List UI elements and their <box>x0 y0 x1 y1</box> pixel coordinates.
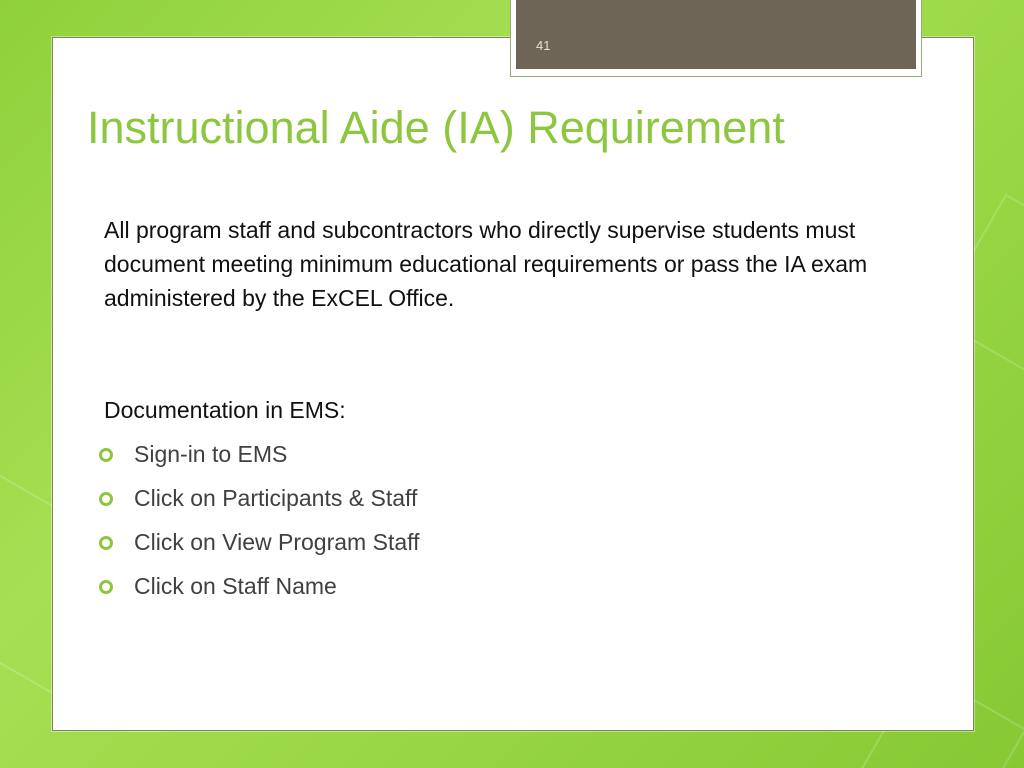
circle-bullet-icon <box>99 448 113 462</box>
requirement-paragraph: All program staff and subcontractors who directly supervise students must document meeting minimum educational requirements or pass the IA exam administered by the ExCEL Office. <box>104 217 868 311</box>
step-label: Click on Participants & Staff <box>134 485 418 511</box>
circle-bullet-icon <box>99 492 113 506</box>
documentation-step <box>96 569 420 613</box>
documentation-heading: Documentation in EMS: <box>104 397 346 423</box>
step-label: Sign-in to EMS <box>134 441 288 467</box>
circle-bullet-icon <box>99 580 113 594</box>
documentation-step <box>96 481 420 525</box>
step-label: Click on View Program Staff <box>134 529 420 555</box>
step-label: Click on Staff Name <box>134 573 337 599</box>
slide-title: Instructional Aide (IA) Requirement <box>87 102 785 153</box>
documentation-step <box>96 437 420 481</box>
documentation-step <box>96 525 420 569</box>
documentation-steps-list <box>96 437 420 613</box>
circle-bullet-icon <box>99 536 113 550</box>
slide-number-tab-fill <box>516 0 916 69</box>
slide-number: 41 <box>536 38 551 53</box>
slide-number-tab <box>510 0 922 77</box>
